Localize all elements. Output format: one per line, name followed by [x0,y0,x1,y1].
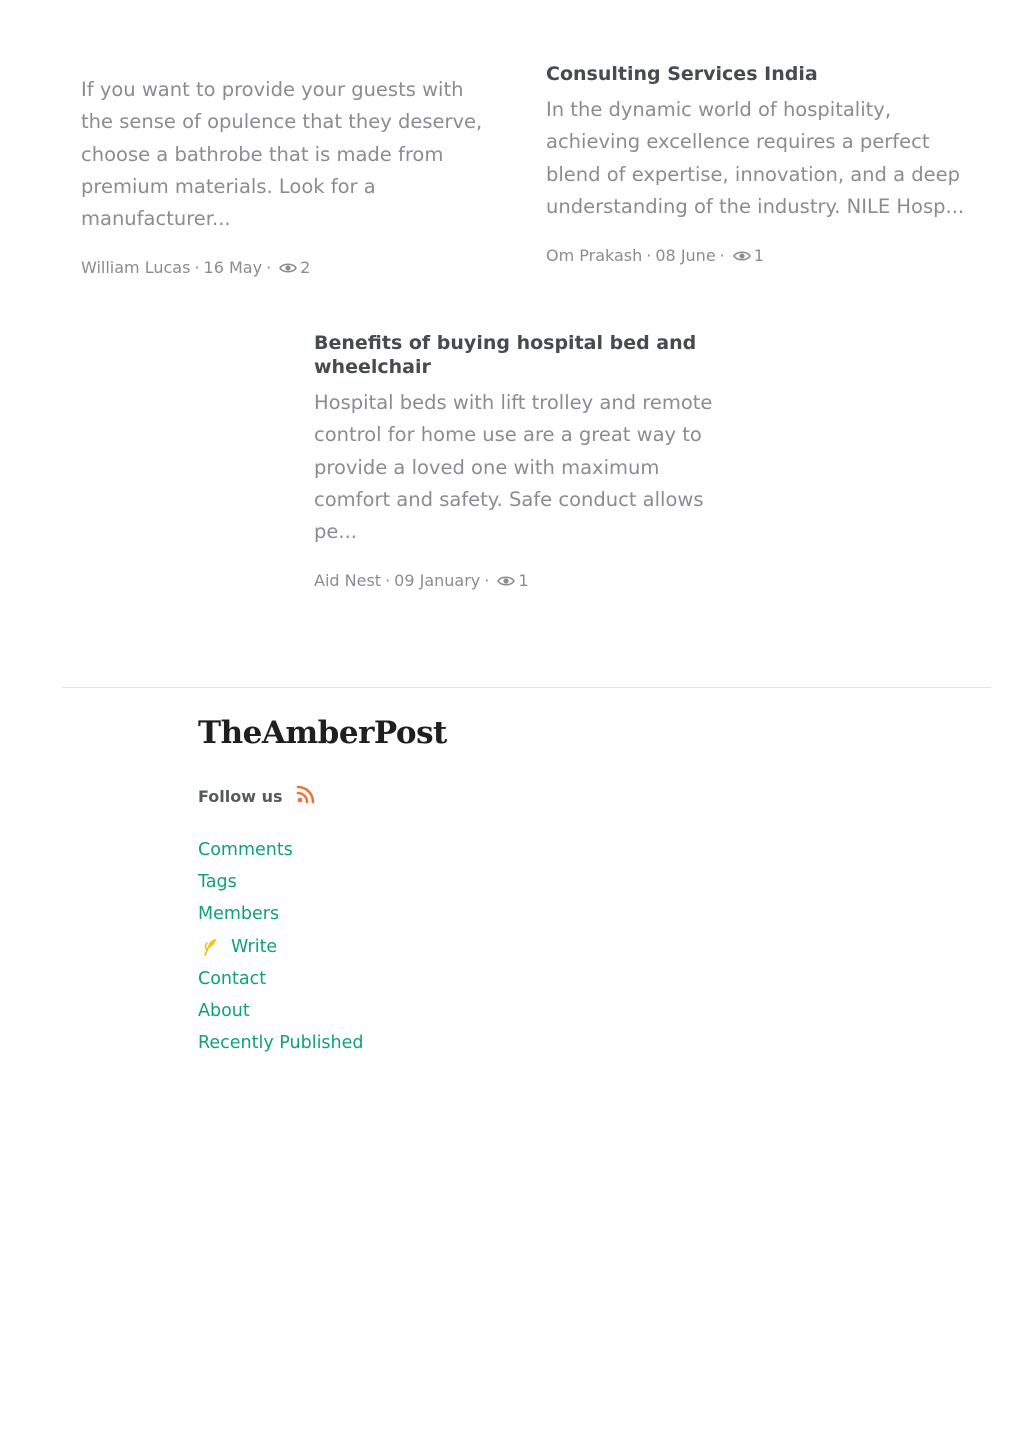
quill-icon [202,938,218,956]
article-author-link[interactable]: Om Prakash [546,246,643,266]
footer-link-item [198,866,798,898]
site-footer [198,712,798,1059]
comments-link[interactable]: Comments [198,840,293,860]
tags-link[interactable]: Tags [198,872,237,893]
article-author-link[interactable]: Aid Nest [314,571,382,591]
footer-link-item [198,1027,798,1059]
footer-link-item [198,963,798,995]
article-title[interactable]: Benefits of buying hospital bed and wheelchair [314,332,697,378]
meta-separator: · [719,246,725,266]
eye-icon [733,250,751,262]
article-card [314,331,724,592]
meta-separator: · [194,258,200,278]
members-link[interactable]: Members [198,904,280,925]
article-date: 08 June [655,246,716,266]
footer-link-item [198,931,798,963]
article-meta [81,257,501,279]
meta-separator: · [484,571,490,591]
article-excerpt[interactable]: Hospital beds with lift trolley and remote control for home use are a great way to provide a loved one with maximum comfort and safety. Safe conduct allows pe... [314,391,713,544]
recently-published-link[interactable]: Recently Published [198,1033,364,1054]
contact-link[interactable]: Contact [198,968,267,989]
article-views: 1 [753,246,764,266]
meta-separator: · [646,246,652,266]
article-author-link[interactable]: William Lucas [81,258,191,278]
meta-separator: · [385,571,391,591]
follow-us [198,787,798,806]
footer-link-item [198,834,798,866]
about-link[interactable]: About [198,1000,250,1021]
article-views: 2 [300,258,311,278]
footer-link-item [198,898,798,930]
article-title[interactable]: Consulting Services India [546,63,818,85]
article-excerpt[interactable]: In the dynamic world of hospitality, achieving excellence requires a perfect blend of expertise, innovation, and a deep understanding of the industry. NILE Hosp... [546,98,965,218]
rss-icon[interactable] [296,784,316,804]
article-date: 09 January [394,571,481,591]
footer-divider [62,687,991,688]
meta-separator: · [266,258,272,278]
article-card [81,74,501,279]
footer-links [198,834,798,1059]
footer-link-item [198,995,798,1027]
article-card [546,62,966,267]
write-link[interactable]: Write [231,936,278,957]
site-brand[interactable]: TheAmberPost [198,715,447,751]
eye-icon [497,575,515,587]
follow-us-label: Follow us [198,787,283,806]
article-meta [546,245,966,267]
article-views: 1 [518,571,529,591]
article-meta [314,570,724,592]
article-excerpt[interactable]: If you want to provide your guests with the sense of opulence that they deserve, choose a bathrobe that is made from premium materials. Look for a manufacturer... [81,78,483,231]
article-date: 16 May [203,258,263,278]
eye-icon [279,262,297,274]
